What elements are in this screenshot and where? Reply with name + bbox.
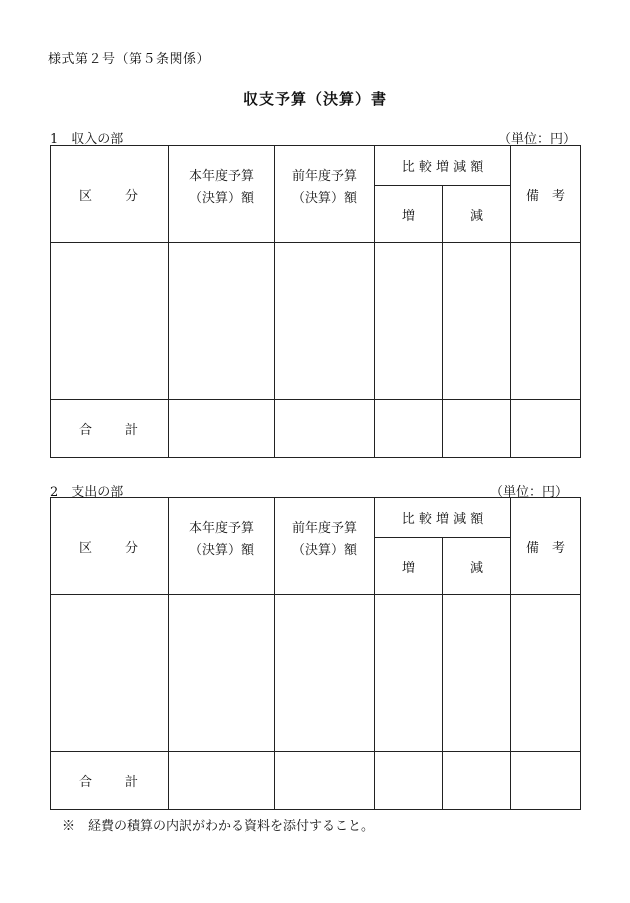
total-label-right: 計 (124, 423, 138, 438)
income-unit-label: （単位：円） (498, 132, 577, 147)
comparison-header: 比 較 増 減 額 (375, 498, 511, 538)
expense-total-row (51, 752, 581, 810)
current-year-header (169, 498, 275, 595)
total-label-left: 合 (79, 423, 93, 438)
decrease-cell[interactable] (443, 243, 511, 400)
previous-year-cell[interactable] (275, 595, 375, 752)
income-table (50, 145, 581, 458)
category-cell[interactable] (51, 243, 169, 400)
total-decrease-cell[interactable] (443, 752, 511, 810)
current-year-header-line2: （決算）額 (188, 191, 254, 206)
current-year-cell[interactable] (169, 243, 275, 400)
previous-year-header-line2: （決算）額 (291, 543, 357, 558)
income-section-label: 1 収入の部 (50, 132, 124, 147)
form-number: 様式第２号（第５条関係） (48, 52, 211, 67)
previous-year-header (275, 146, 375, 243)
decrease-cell[interactable] (443, 595, 511, 752)
total-previous-year-cell[interactable] (275, 752, 375, 810)
category-header-right: 分 (124, 188, 138, 204)
current-year-header-line1: 本年度予算 (188, 521, 254, 536)
category-header-right: 分 (124, 540, 138, 556)
expense-section-label: 2 支出の部 (50, 485, 124, 500)
expense-unit-label: （単位：円） (490, 485, 569, 500)
current-year-header-line1: 本年度予算 (188, 169, 254, 184)
increase-header: 増 (375, 538, 443, 595)
income-total-row (51, 400, 581, 458)
expense-table (50, 497, 581, 810)
remarks-cell[interactable] (511, 595, 581, 752)
total-decrease-cell[interactable] (443, 400, 511, 458)
remarks-header: 備 考 (511, 498, 581, 595)
previous-year-header-line1: 前年度予算 (291, 169, 357, 184)
total-remarks-cell[interactable] (511, 752, 581, 810)
current-year-cell[interactable] (169, 595, 275, 752)
total-remarks-cell[interactable] (511, 400, 581, 458)
decrease-header: 減 (443, 538, 511, 595)
total-previous-year-cell[interactable] (275, 400, 375, 458)
total-current-year-cell[interactable] (169, 400, 275, 458)
decrease-header: 減 (443, 186, 511, 243)
category-header-left: 区 (79, 188, 93, 204)
total-increase-cell[interactable] (375, 752, 443, 810)
total-label-left: 合 (79, 775, 93, 790)
previous-year-header (275, 498, 375, 595)
category-cell[interactable] (51, 595, 169, 752)
previous-year-header-line1: 前年度予算 (291, 521, 357, 536)
remarks-header: 備 考 (511, 146, 581, 243)
total-label (51, 752, 169, 810)
income-body-row (51, 243, 581, 400)
remarks-cell[interactable] (511, 243, 581, 400)
category-header-left: 区 (79, 540, 93, 556)
comparison-header: 比 較 増 減 額 (375, 146, 511, 186)
footnote: ※ 経費の積算の内訳がわかる資料を添付すること。 (62, 819, 375, 834)
total-increase-cell[interactable] (375, 400, 443, 458)
previous-year-header-line2: （決算）額 (291, 191, 357, 206)
document-title: 収支予算（決算）書 (242, 90, 387, 108)
category-header (51, 146, 169, 243)
current-year-header-line2: （決算）額 (188, 543, 254, 558)
expense-body-row (51, 595, 581, 752)
total-label (51, 400, 169, 458)
previous-year-cell[interactable] (275, 243, 375, 400)
increase-cell[interactable] (375, 243, 443, 400)
total-label-right: 計 (124, 775, 138, 790)
total-current-year-cell[interactable] (169, 752, 275, 810)
increase-header: 増 (375, 186, 443, 243)
current-year-header (169, 146, 275, 243)
category-header (51, 498, 169, 595)
increase-cell[interactable] (375, 595, 443, 752)
